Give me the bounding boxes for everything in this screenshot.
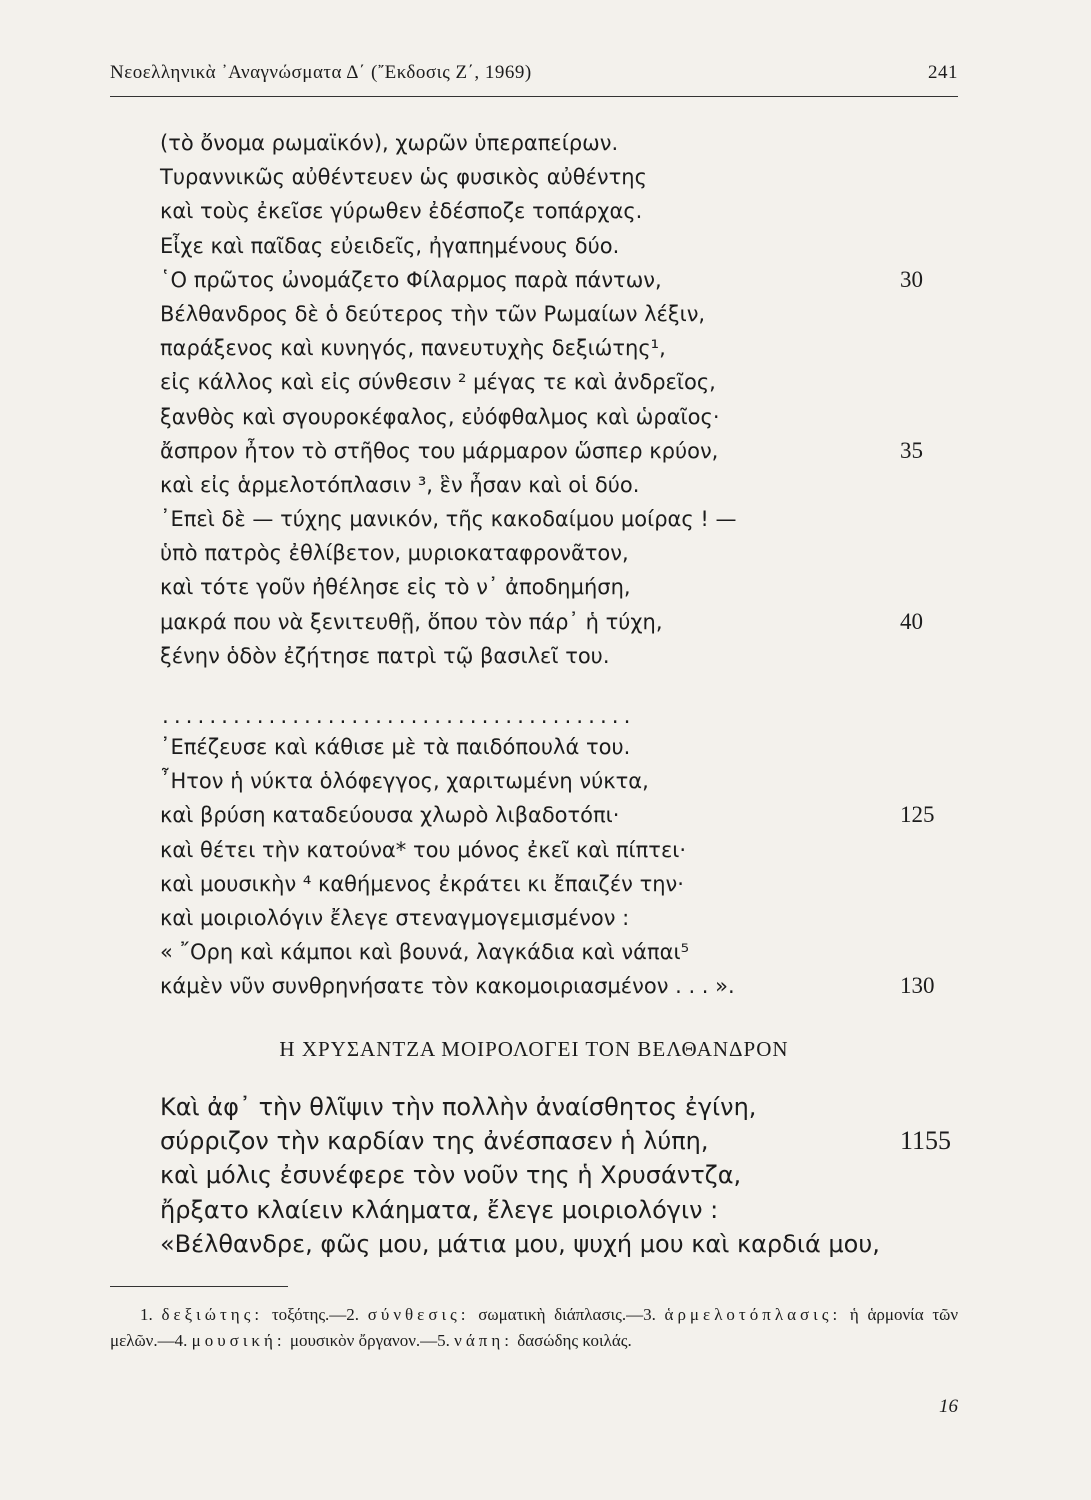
line-number: 30 [900, 266, 923, 292]
line-number: 40 [900, 608, 923, 634]
verse-line: παράξενος καὶ κυνηγός, πανευτυχὴς δεξιώτης¹, [160, 336, 666, 361]
footnote-def: σωματικὴ διάπλασις.—3. [478, 1305, 656, 1324]
verse-line: ᾿Επεὶ δὲ — τύχης μανικόν, τῆς κακοδαίμου μοίρας ! — [160, 507, 737, 532]
header-rule [110, 96, 958, 97]
verse-line: ἤρξατο κλαίειν κλάηματα, ἔλεγε μοιριολόγιν : [160, 1195, 719, 1224]
verse-line: σύρριζον τὴν καρδίαν της ἀνέσπασεν ἡ λύπη, 1155 [160, 1124, 880, 1158]
footnote-def: δασώδης κοιλάς. [517, 1331, 632, 1350]
poem-block-1 [160, 126, 923, 673]
footnote-term: ἁρμελοτόπλασις: [664, 1305, 842, 1324]
verse-line: κάμὲν νῦν συνθρηνήσατε τὸν κακομοιριασμένον . . . ». 130 [160, 969, 735, 1003]
verse-line: ξανθὸς καὶ σγουροκέφαλος, εὐόφθαλμος καὶ ὡραῖος· [160, 404, 720, 429]
verse-line: (τὸ ὄνομα ρωμαϊκόν), χωρῶν ὑπεραπείρων. [160, 131, 619, 155]
ellipsis-dots: ........................................ [160, 707, 634, 728]
running-head-title: Νεοελληνικὰ ᾿Αναγνώσματα Δ΄ (῎Εκδοσις Ζ΄, 1969) [110, 62, 532, 83]
verse-line: καὶ μόλις ἐσυνέφερε τὸν νοῦν της ἡ Χρυσάντζα, [160, 1161, 742, 1190]
footnote-def: τοξότης.—2. [271, 1305, 360, 1324]
verse-line: « ῎Ορη καὶ κάμποι καὶ βουνά, λαγκάδια καὶ νάπαι⁵ [160, 940, 690, 965]
line-number: 1155 [900, 1126, 952, 1156]
verse-line: «Βέλθανδρε, φῶς μου, μάτια μου, ψυχή μου καὶ καρδιά μου, [160, 1229, 880, 1258]
verse-line: καὶ τότε γοῦν ἠθέλησε εἰς τὸ ν᾿ ἀποδημήση, [160, 575, 631, 600]
verse-line: Καὶ ἀφ᾿ τὴν θλῖψιν τὴν πολλὴν ἀναίσθητος ἐγίνη, [160, 1093, 757, 1121]
verse-line: εἰς κάλλος καὶ εἰς σύνθεσιν ² μέγας τε καὶ ἀνδρεῖος, [160, 370, 716, 395]
footnote-rule [110, 1286, 288, 1287]
footnote-term: δεξιώτης: [161, 1305, 264, 1324]
verse-line: ξένην ὁδὸν ἐζήτησε πατρὶ τῷ βασιλεῖ του. [160, 643, 610, 668]
verse-line: καὶ μοιριολόγιν ἔλεγε στεναγμογεμισμένον : [160, 905, 630, 930]
footnote-term: μουσική: [191, 1331, 286, 1350]
line-number: 130 [900, 973, 935, 999]
section-title: Η ΧΡΥΣΑΝΤΖΑ ΜΟΙΡΟΛΟΓΕΙ ΤΟΝ ΒΕΛΘΑΝΔΡΟΝ [279, 1037, 789, 1061]
line-number: 125 [900, 802, 935, 828]
verse-line: μακρά που νὰ ξενιτευθῇ, ὅπου τὸν πάρ᾿ ἡ τύχη, 40 [160, 605, 737, 639]
verse-line: ᾿Επέζευσε καὶ κάθισε μὲ τὰ παιδόπουλά του. [160, 735, 631, 759]
footnote-term: σύνθεσις: [367, 1305, 470, 1324]
footnote-term: νάπη: [454, 1331, 513, 1350]
verse-line: καὶ βρύση καταδεύουσα χλωρὸ λιβαδοτόπι· 125 [160, 798, 735, 832]
line-number: 35 [900, 437, 923, 463]
verse-line: καὶ θέτει τὴν κατούνα* του μόνος ἐκεῖ καὶ πίπτει· [160, 837, 687, 862]
running-head [110, 62, 958, 84]
footnote-def: μουσικὸν ὄργανον.—5. [289, 1331, 450, 1350]
poem-block-2 [160, 730, 935, 1004]
footnote-def: ἡ ἁρμονία τῶν μελῶν.—4. [110, 1305, 959, 1350]
poem-block-3 [160, 1090, 952, 1261]
signature-mark: 16 [939, 1396, 958, 1417]
verse-line: Εἶχε καὶ παῖδας εὐειδεῖς, ἠγαπημένους δύο. [160, 233, 620, 258]
verse-line: καὶ τοὺς ἐκεῖσε γύρωθεν ἐδέσποζε τοπάρχας. [160, 199, 643, 224]
verse-line: Τυραννικῶς αὐθέντευεν ὡς φυσικὸς αὐθέντης [160, 165, 647, 190]
page-number: 241 [928, 62, 958, 83]
verse-line: Βέλθανδρος δὲ ὁ δεύτερος τὴν τῶν Ρωμαίων λέξιν, [160, 301, 706, 326]
verse-line: καὶ εἰς ἁρμελοτόπλασιν ³, ἓν ἦσαν καὶ οἱ δύο. [160, 472, 640, 497]
footnotes: 1. δεξιώτης: τοξότης.—2. σύνθεσις: σωματικὴ διάπλασις.—3. ἁρμελοτόπλασις: ἡ ἁρμονία τῶν μελῶν.—4. μουσική: μουσικὸν ὄργανον.—5. νάπη: δασώδης κοιλάς. [110, 1305, 959, 1350]
verse-line: καὶ μουσικὴν ⁴ καθήμενος ἐκράτει κι ἔπαιζέν την· [160, 871, 684, 896]
verse-line: ὑπὸ πατρὸς ἐθλίβετον, μυριοκαταφρονᾶτον, [160, 541, 629, 566]
verse-line: ῾Ο πρῶτος ὠνομάζετο Φίλαρμος παρὰ πάντων, 30 [160, 263, 737, 297]
verse-line: ἄσπρον ἦτον τὸ στῆθος του μάρμαρον ὥσπερ κρύον, 35 [160, 434, 737, 468]
verse-line: ῏Ητον ἡ νύκτα ὁλόφεγγος, χαριτωμένη νύκτα, [160, 769, 649, 794]
